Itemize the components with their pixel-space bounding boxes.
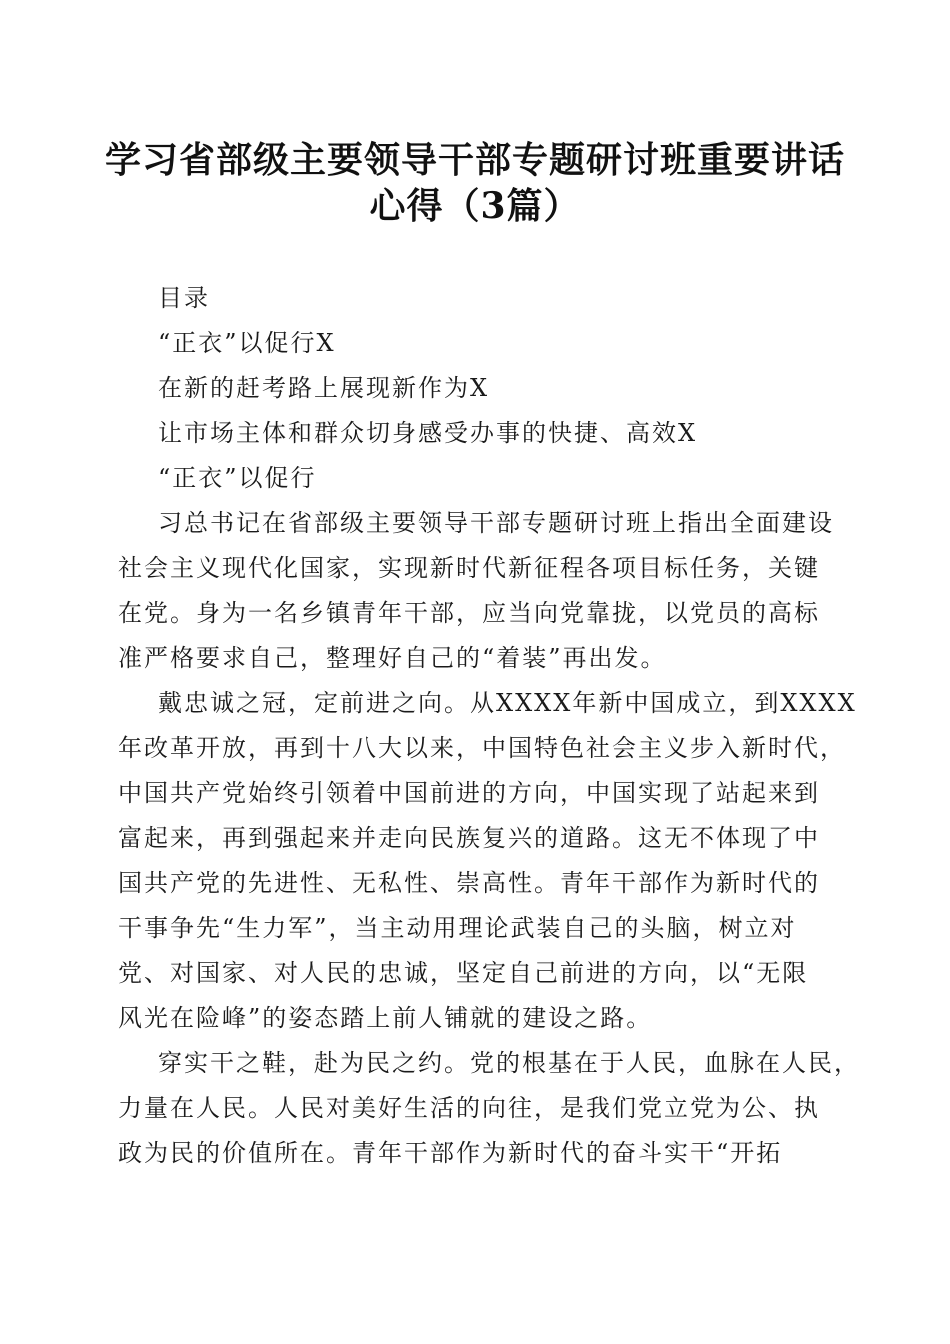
paragraph-line: 富起来，再到强起来并走向民族复兴的道路。这无不体现了中: [118, 824, 820, 852]
document-title-line-1: 学习省部级主要领导干部专题研讨班重要讲话: [104, 139, 845, 181]
document-body: [118, 276, 860, 1176]
paragraph-line: 国共产党的先进性、无私性、崇高性。青年干部作为新时代的: [118, 869, 820, 897]
paragraph: [118, 501, 838, 681]
document-title-line-2: 心得（3篇）: [369, 185, 581, 227]
paragraph-line: 党、对国家、对人民的忠诚，坚定自己前进的方向，以“无限: [118, 959, 809, 987]
paragraph-line: 干事争先“生力军”，当主动用理论武装自己的头脑，树立对: [118, 914, 797, 942]
paragraph-line: 习总书记在省部级主要领导干部专题研讨班上指出全面建设: [158, 509, 834, 537]
paragraph-line: 准严格要求自己，整理好自己的“着装”再出发。: [118, 644, 667, 672]
paragraph-line: 政为民的价值所在。青年干部作为新时代的奋斗实干“开拓: [118, 1139, 783, 1167]
paragraph-line: 戴忠诚之冠，定前进之向。从XXXX年新中国成立，到XXXX: [158, 689, 857, 717]
paragraph-line: 风光在险峰”的姿态踏上前人铺就的建设之路。: [118, 1004, 653, 1032]
toc-item[interactable]: 让市场主体和群众切身感受办事的快捷、高效X: [158, 419, 698, 447]
paragraph-line: 年改革开放，再到十八大以来，中国特色社会主义步入新时代，: [118, 734, 846, 762]
article-heading: “正衣”以促行: [158, 464, 317, 492]
paragraph-line: 在党。身为一名乡镇青年干部，应当向党靠拢，以党员的高标: [118, 599, 820, 627]
paragraph: [118, 681, 857, 1041]
toc-item[interactable]: “正衣”以促行X: [158, 329, 336, 357]
paragraph-line: 力量在人民。人民对美好生活的向往，是我们党立党为公、执: [118, 1094, 820, 1122]
paragraph-line: 中国共产党始终引领着中国前进的方向，中国实现了站起来到: [118, 779, 820, 807]
paragraph-line: 穿实干之鞋，赴为民之约。党的根基在于人民，血脉在人民，: [158, 1049, 860, 1077]
paragraph: [118, 1041, 860, 1176]
toc-heading: 目录: [158, 284, 210, 312]
paragraph-line: 社会主义现代化国家，实现新时代新征程各项目标任务，关键: [118, 554, 820, 582]
toc-item[interactable]: 在新的赶考路上展现新作为X: [158, 374, 490, 402]
